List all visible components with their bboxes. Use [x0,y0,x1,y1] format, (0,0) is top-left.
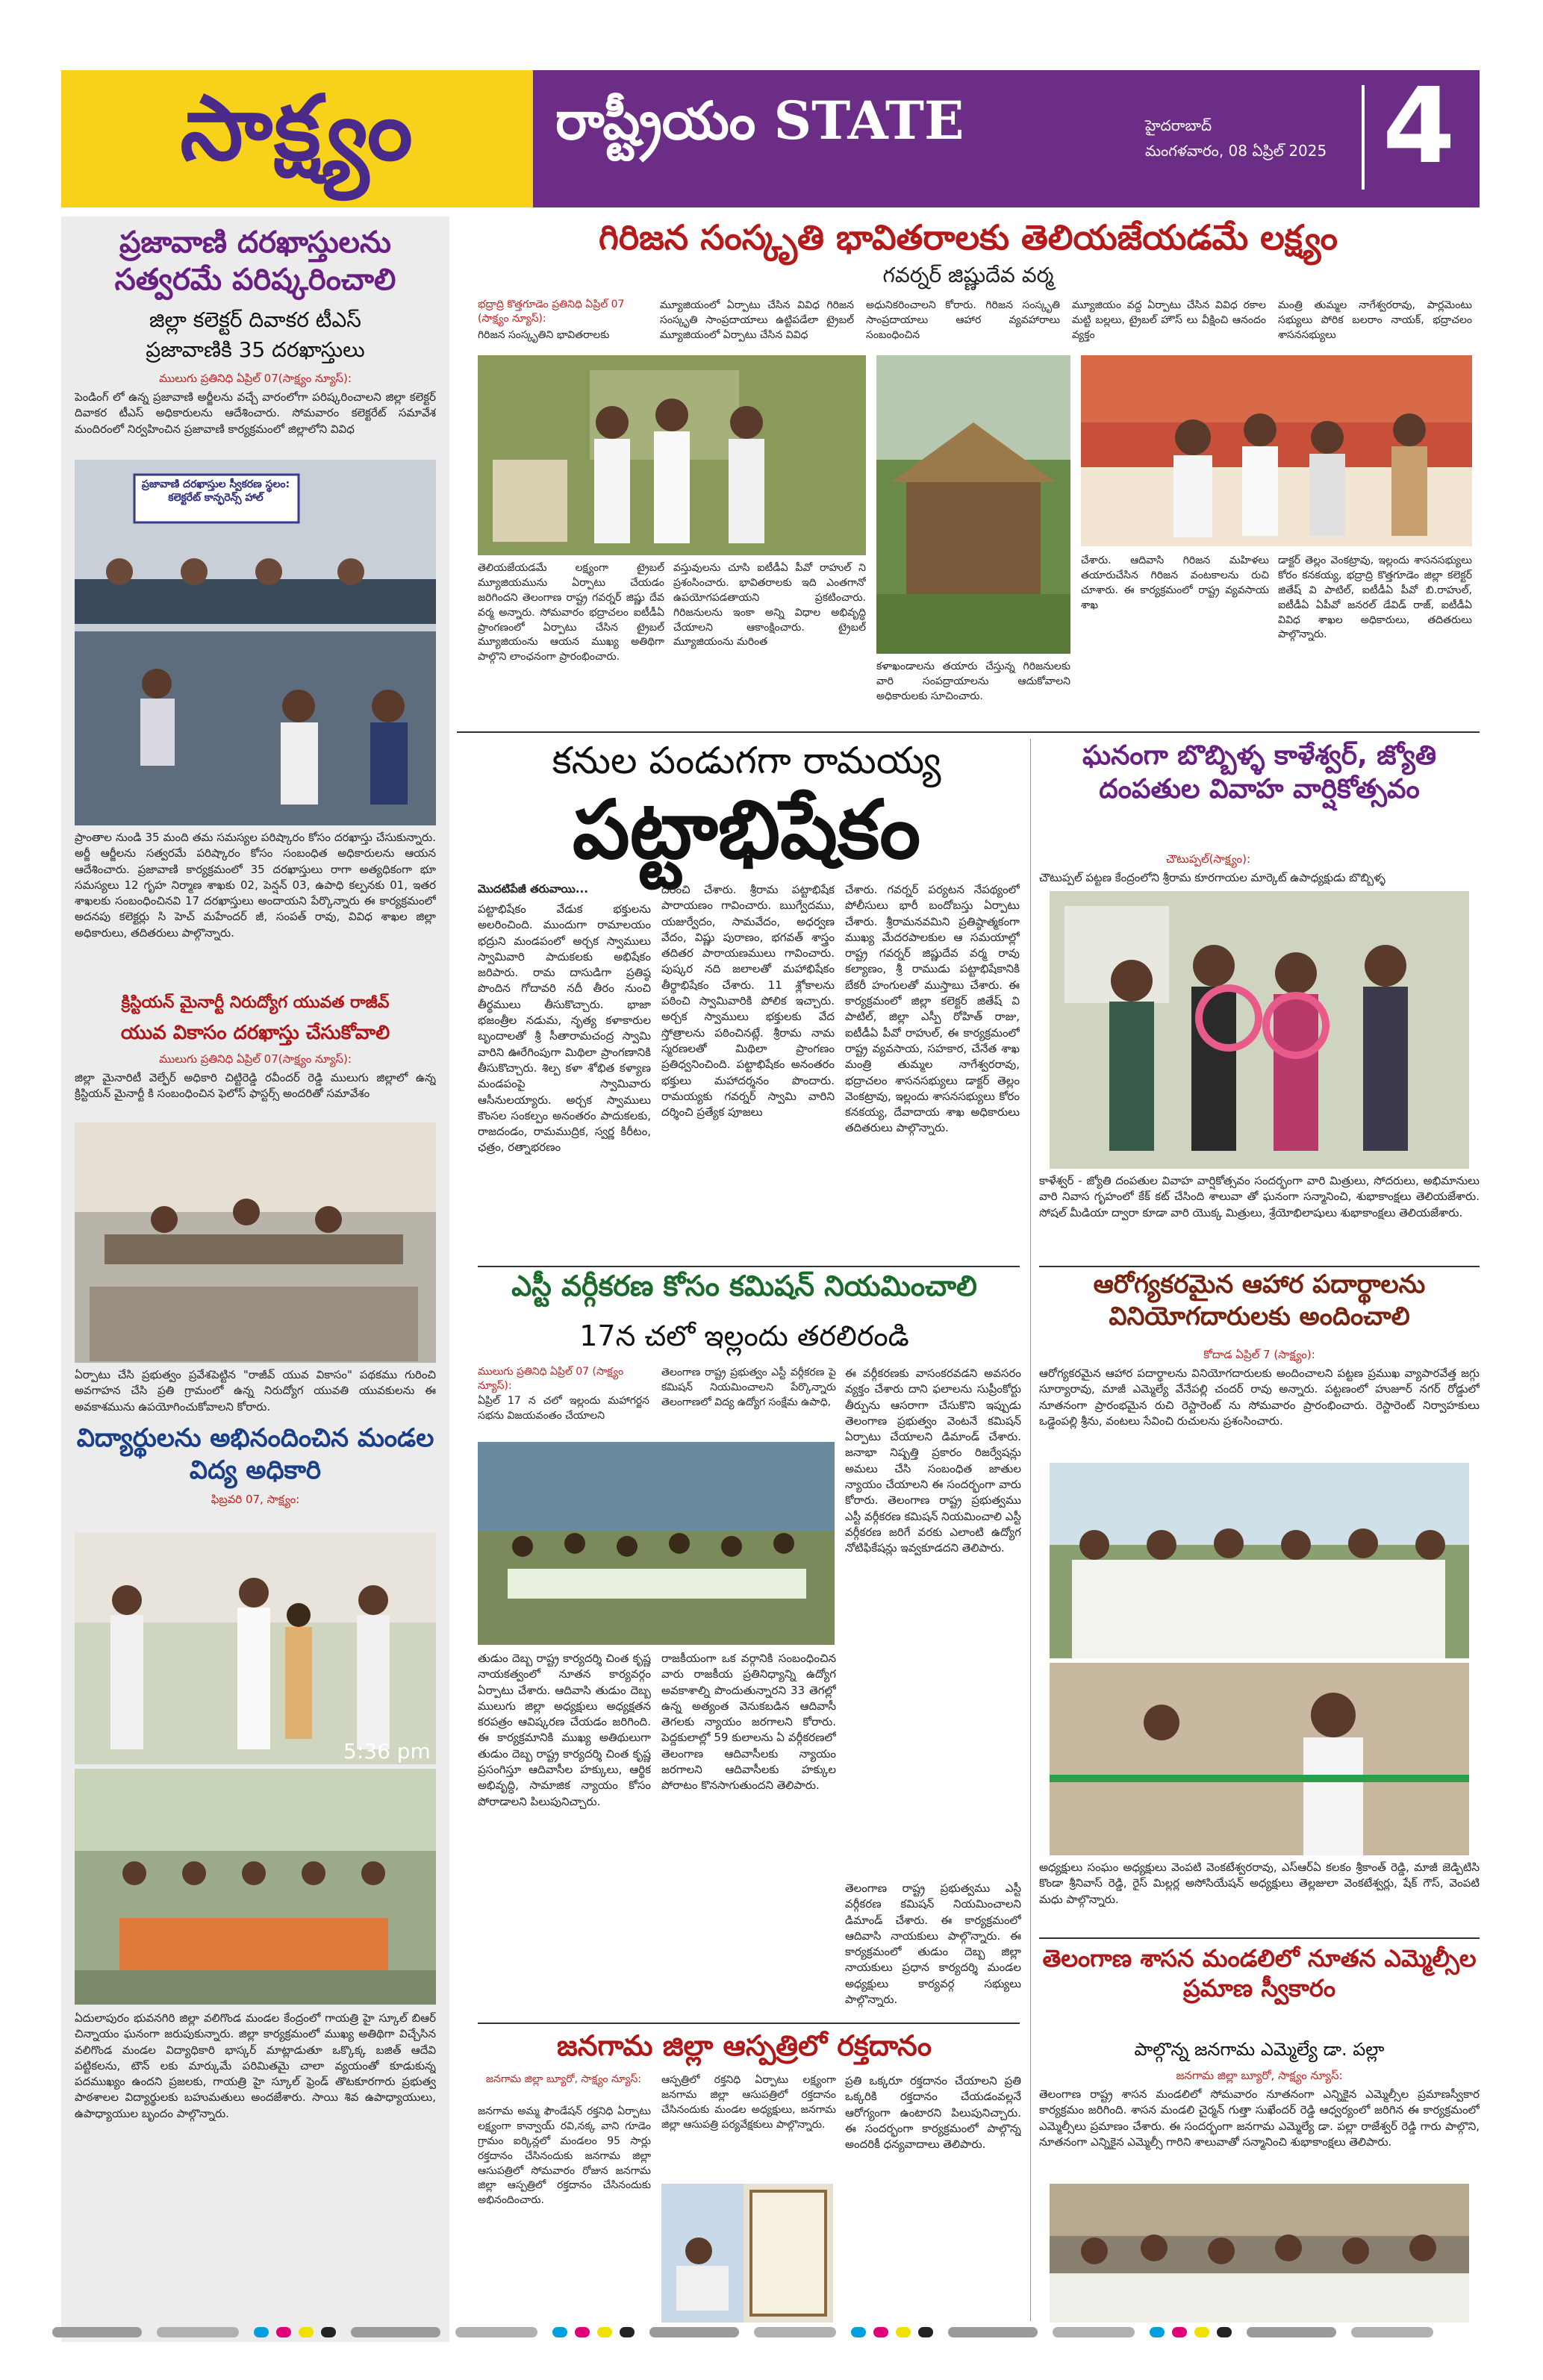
article-body: ఏర్పాటు చేసి ప్రభుత్వం ప్రవేశపెట్టిన "రాజీవ్ యువ వికాసం" పథకము గురించి అవగాహన చేసి ప్రతి గ్రామంలో ఉన్న నిరుద్యోగ యువతి యువకులను ఈ అవకాశమును ఉపయోగించుకోవాలని కోరారు. [75,1368,436,1414]
dateline: జనగామ జిల్లా బ్యూరో, సాక్ష్యం న్యూస్: [1176,2069,1343,2082]
section-header-band [533,66,1480,207]
article-title-healthy-food: ఆరోగ్యకరమైన ఆహార పదార్థాలను వినియోగదారులకు అందించాలి [1093,1269,1426,1331]
article-body: చౌటుప్పల్ పట్టణ కేంద్రంలోని శ్రీరామ కూరగాయల మార్కెట్ ఉపాధ్యక్షుడు బొబ్బిళ్ళ [1039,871,1385,884]
article-title-students: విద్యార్థులను అభినందించిన మండల విద్య అధికారి [76,1423,434,1485]
story-kicker: కనుల పండుగగా రామయ్య [552,739,941,782]
issue-date: మంగళవారం, 08 ఏప్రిల్ 2025 [1145,142,1327,160]
article-body: వస్తువులను చూసి ఐటీడీఏ పీవో రాహుల్ ని ప్రశంసించారు. భావితరాలకు ఇది ఎంతగానో ఉపయోగపడతాయని ప్రకటించారు. గిరిజనులను ఇంకా అన్ని విధాల అభివృద్ధి చేయాలని ఆకాంక్షించారు. ట్రైబల్ మ్యూజియంను మరింత [673,562,866,649]
lead-byline: గవర్నర్ జిష్ణుదేవ వర్మ [882,263,1054,287]
section-title: రాష్ట్రీయం STATE [555,90,964,152]
photo-mlc-oath [1050,2184,1469,2323]
story-headline: పట్టాభిషేకం [572,784,921,877]
article-body: తెలంగాణ రాష్ట్ర ప్రభుత్వం ఎస్టీ వర్గీకరణ పై కమిషన్ నియమించాలని పేర్కొన్నారు తెలంగాణలో విద్య ఉద్యోగ సంక్షేమ ఉపాధి, [661,1367,836,1408]
dateline: భద్రాద్రి కొత్తగూడెం ప్రతినిధి ఏప్రిల్ 07 (సాక్ష్యం న్యూస్): [478,299,625,325]
article-body: చేశారు. ఆదివాసి గిరిజన మహిళలు తయారుచేసిన గిరిజన వంటకాలను రుచి చూశారు. ఈ కార్యక్రమంలో రాష్ట్ర వ్యవసాయ శాఖ [1081,555,1269,611]
dateline: ములుగు ప్రతినిధి ఏప్రిల్ 07(సాక్ష్యం న్యూస్): [159,372,352,385]
article-body: ఏప్రిల్ 17 న చలో ఇల్లందు మహాగర్జన సభను విజయవంతం చేయాలని [478,1395,649,1422]
dateline: జనగామ జిల్లా బ్యూరో, సాక్ష్యం న్యూస్: [485,2073,642,2085]
article-body: తెలంగాణ రాష్ట్ర శాసన మండలిలో సోమవారం నూతనంగా ఎన్నికైన ఎమ్మెల్సీల ప్రమాణస్వీకార కార్యక్రమం జరిగింది. శాసన మండలి చైర్మన్ గుత్తా సుఖేందర్ రెడ్డి ఆధ్వర్యంలో జరిగిన ఈ కార్యక్రమంలో ఎమ్మెల్సీలు ప్రమాణం చేశారు. ఈ సందర్భంగా జనగామ ఎమ్మెల్యే డా. పల్లా రాజేశ్వర్ రెడ్డి గారు పాల్గొని, నూతనంగా ఎన్నికైన ఎమ్మెల్సీ గారిని శాలువాతో సన్మానించి శుభాకాంక్షలు తెలిపారు. [1039,2087,1480,2149]
article-body: ప్రాంతాల నుండి 35 మంది తమ సమస్యల పరిష్కారం కోసం దరఖాస్తు చేసుకున్నారు. అర్జీ ఆర్జీలను సత్వరమే పరిష్కారం కోసం సంబంధిత అధికారులను ఆయన ఆదేశించారు. ప్రజావాణి కార్యక్రమంలో 35 దరఖాస్తులు రాగా అత్యధికంగా భూ సమస్యలు 12 గృహ నిర్మాణ శాఖకు 02, పెన్షన్ 03, ఉపాధి కల్పనకు 01, ఇతర శాఖలకు సంబంధించినవి 17 దరఖాస్తులు అందాయని పేర్కొన్నారు ఈ కార్యక్రమంలో అదనపు కలెక్టర్లు సి హెచ్ మహేందర్ జీ, సంపత్ రావు, వివిధ శాఖల జిల్లా అధికారులు, తదితరులు పాల్గొన్నారు. [75,831,436,940]
article-body: ఈ వర్గీకరణకు వాసంకరవడని అవసరం వ్యక్తం చేశారు దాని ఫలాలను సుప్రీంకోర్టు తీర్పును ఆసరాగా చేసుకొని ఇప్పుడు తెలంగాణ ప్రభుత్వం వెంటనే కమిషన్ ఏర్పాటు చేయాలని డిమాండ్ చేశారు. జనాభా నిష్పత్తి ప్రకారం రిజర్వేషన్లు అమలు చేసి సంబంధిత జాతుల న్యాయం చేయాలని ఈ సందర్భంగా వారు కోరారు. తెలంగాణ రాష్ట్ర ప్రభుత్వము ఎస్టీ వర్గీకరణ కమిషన్ నియమించాలి ఎస్టీ వర్గీకరణ జరిగే వరకు ఎలాంటి ఉద్యోగ నోటిఫికేషన్లు ఇవ్వకూడదని తెలిపారు. [845,1367,1021,1555]
photo-timestamp: 5:36 pm [343,1739,431,1764]
article-body: దరించి చేశారు. శ్రీరామ పట్టాభిషేక పారాయణం గావించారు. ఋగ్వేదము, యజుర్వేదం, సామవేదం, అధర్వణ వేదం, విష్ణు పురాణం, భగవత్ శాస్త్రం తదితర పారాయణములు గావించారు. పుష్కర నది జలాలతో మహాభిషేకం తీర్థాభిషేకం చేశారు. 11 శ్లోకాలను పఠించి స్వామివారికి పోలిక ఇచ్చారు. అర్చక స్వాములు భక్తులకు వేద స్తోత్రాలను పఠించినట్లే. శ్రీరామ నామ స్మరణలతో మిథిలా ప్రాంగణం ప్రతిధ్వనించింది. పట్టాభిషేకం అనంతరం భక్తులు మహాదర్శనం పొందారు. రామయ్యకు గవర్నర్ స్వామి వారిని దర్శించి ప్రత్యేక పూజలు [661,883,835,1119]
dateline-place: హైదరాబాద్ [1145,116,1212,134]
article-body: జనగామ అమ్మ ఫౌండేషన్ రక్తనిధి ఏర్పాటు లక్ష్యంగా కాన్వాయ్ రవి,నక్క వాని గూడెం గ్రామం ఐర్కిన్లలో మండలం 95 సార్లు రక్తదానం చేసినందుకు జనగామ జిల్లా ఆసుపత్రిలో సోమవారం రోజున జనగామ జిల్లా ఆస్పత్రిలో రక్తదానం చేసినందుకు అభినందించారు. [478,2105,651,2207]
article-body: మ్యూజియం వద్ద ఏర్పాటు చేసిన వివిధ రకాల మట్టి బల్లలు, ట్రైబల్ హౌస్ లు వీక్షించి ఆనందం వ్యక్తం [1072,299,1266,341]
dateline: చౌటుప్పల్(సాక్ష్యం): [1166,852,1251,866]
continued-note: మొదటిపేజీ తరువాయి... [478,882,588,896]
article-subtitle: జిల్లా కలెక్టర్ దివాకర టీఎస్ [149,307,361,332]
article-body: తుడుం దెబ్బ రాష్ట్ర కార్యదర్శి చింత కృష్ణ నాయకత్వంలో నూతన కార్యవర్గం ఏర్పాటు చేశారు. ఆదివాసి తుడుం దెబ్బ ములుగు జిల్లా అధ్యక్షులు అధ్యక్షతన కరపత్రం ఆవిష్కరణ చేయడం జరిగింది. ఈ కార్యక్రమానికి ముఖ్య అతిథులుగా తుడుం దెబ్బ రాష్ట్ర కార్యదర్శి చింత కృష్ణ ప్రసంగిస్తూ ఆదివాసీల హక్కులు, ఆర్థిక అభివృద్ధి, సామాజిక న్యాయం కోసం పోరాడాలని పిలుపునిచ్చారు. [478,1652,651,1808]
article-body: పెండింగ్ లో ఉన్న ప్రజావాణి అర్జీలను వచ్చే వారంలోగా పరిష్కరించాలని జిల్లా కలెక్టర్ దివాకర టీఎస్ అధికారులను ఆదేశించారు. సోమవారం కలెక్టరేట్ సమావేశ మందిరంలో నిర్వహించిన ప్రజావాణి కార్యక్రమంలో జిల్లాలోని వివిధ [75,390,436,436]
article-body: అధ్యక్షులు సంఘం అధ్యక్షులు వెంపటి వెంకటేశ్వరరావు, ఎస్ఆర్ఏ కలకం శ్రీకాంత్ రెడ్డి, మాజీ జెడ్పిటిసి కొండా శ్రీనివాస్ రెడ్డి, రైస్ మిల్లర్ల అసోసియేషన్ అధ్యక్షులు తెల్లజులా వెంకటేశ్వర్లు, షేక్ గౌస్, వెంపటి మధు పాల్గొన్నారు. [1039,1861,1480,1906]
article-subtitle: పాల్గొన్న జనగామ ఎమ్మెల్యే డా. పల్లా [1134,2039,1385,2060]
article-body: ఆస్పత్రిలో రక్తనిధి ఏర్పాటు లక్ష్యంగా జనగామ జిల్లా ఆసుపత్రిలో రక్తదానం చేసినందుకు మండల అధ్యక్షులు, జనగామ జిల్లా ఆసుపత్రి పర్యవేక్షకులు పాల్గొన్నారు. [661,2074,836,2131]
article-title-prajavani: ప్రజావాణి దరఖాస్తులను సత్వరమే పరిష్కరించాలి [114,225,396,297]
dateline: ములుగు ప్రతినిధి ఏప్రిల్ 07(సాక్ష్యం న్యూస్): [159,1052,352,1066]
article-title-blood-donation: జనగామ జిల్లా ఆస్పత్రిలో రక్తదానం [557,2029,932,2062]
article-body: రాజకీయంగా ఒక వర్గానికి సంబంధించిన వారు రాజకీయ ప్రతినిధ్యాన్ని ఉద్యోగ అవకాశాల్ని పొందుతున్నారని 33 తెగల్లో ఉన్న అత్యంత వెనుకబడిన ఆదివాసీ తెగలకు న్యాయం జరగాలని కోరారు. పెద్దకులాల్లో 59 కులాలను ఏ వర్గీకరణలో తెలంగాణ ఆదివాసీలకు న్యాయం జరగాలని ఆదివాసీలకు హక్కుల పోరాటం కొనసాగుతుందని తెలిపారు. [661,1652,836,1793]
photo-restaurant-guests [1050,1463,1469,1658]
article-body: ఏదులాపురం భువనగిరి జిల్లా వలిగొండ మండల కేంద్రంలో గాయత్రి హై స్కూల్ బిఆర్ చిన్నాయం ఘనంగా జరుపుకున్నారు. జిల్లా కార్యక్రమంలో ముఖ్య అతిథిగా విచ్చేసిన వలిగొండ మండల విద్యాధికారి భాస్కర్ మాట్లాడుతూ ఒక్కొక్క బజిత్ ఆదేవి పట్టికలను, టౌన్ లకు మార్కుమే పరిమితమై చాలా వ్యయంతో కూడుకున్న పదముఖ్యం ఉందని ప్రజలకు, గాయత్రి హై స్కూల్ ఫ్రెండ్ తొటకూరగారు ప్రభుత్వ పాఠశాలల విద్యార్థులకు బహుమతులు అందజేశారు. సాయి శివ ఉపాధ్యాయులు, ఉపాధ్యాయుల బృందం పాల్గొన్నారు. [75,2011,436,2120]
article-body: చేశారు. గవర్నర్ పర్యటన నేపథ్యంలో పోలీసులు భారీ బందోబస్తు ఏర్పాటు చేశారు. శ్రీరామనవమిని ప్రతిష్ఠాత్మకంగా ముఖ్య మేదరపాలకుల ఆ సమయాల్లో రాష్ట్ర గవర్నర్ జిష్ణుదేవ వర్మ రావు కల్యాణం, శ్రీ రాముడు పట్టాభిషేకానికి బేకరీ హంగులతో ముస్తాబు చేశారు. ఈ కార్యక్రమంలో జిల్లా కలెక్టర్ జితేష్ వి పాటిల్, జిల్లా ఎస్పీ రోహిత్ రాజు, ఐటీడీఏ పీవో రాహుల్, ఈ కార్యక్రమంలో రాష్ట్ర వ్యవసాయ, సహకార, చేనేత శాఖ మంత్రి తుమ్మల నాగేశ్వరరావు, భద్రాచలం శాసనసభ్యులు డాక్టర్ తెల్లం వెంకట్రావు, ఇల్లందు శాసనసభ్యులు కోరం కనకయ్య, దేవాదాయ శాఖ అధికారులు తదితరులు పాల్గొన్నారు. [845,883,1020,1135]
dateline: ములుగు ప్రతినిధి ఏప్రిల్ 07 (సాక్ష్యం న్యూస్): [478,1366,624,1392]
photo-anniversary-couple [1050,891,1469,1169]
article-body: డాక్టర్ తెల్లం వెంకట్రావు, ఇల్లందు శాసనసభ్యులు కోరం కనకయ్య, భద్రాద్రి కొత్తగూడెం జిల్లా కలెక్టర్ జితేష్ వి పాటిల్, ఐటీడీఏ పీవో బి.రాహుల్, ఐటీడీఏ ఏపీవో జనరల్ డేవిడ్ రాజ్, ఐటీడీఏ వివిధ శాఖల అధికారులు, తదితరులు పాల్గొన్నారు. [1278,555,1472,641]
dateline: కోదాడ ఏప్రిల్ 7 (సాక్ష్యం): [1203,1348,1315,1361]
article-body: తెలియజేయడమే లక్ష్యంగా ట్రైబల్ మ్యూజియమును ఏర్పాటు చేయడం జరిగిందని తెలంగాణ రాష్ట్ర గవర్నర్ జిష్ణు దేవ వర్మ అన్నారు. సోమవారం భద్రాచలం ఐటీడీఏ ప్రాంగణంలో ఏర్పాటు చేసిన ట్రైబల్ మ్యూజియంను ఆయన ముఖ్య అతిథిగా పాల్గొని లాంఛనంగా ప్రారంభించారు. [478,562,664,663]
article-title-st: ఎస్టీ వర్గీకరణ కోసం కమిషన్ నియమించాలి [511,1269,977,1302]
photo-tribal-hut [876,355,1070,654]
article-subtitle: ప్రజావాణికి 35 దరఖాస్తులు [146,337,365,362]
newspaper-logo: సాక్ష్యం [61,70,533,207]
article-title-mlc-oath: తెలంగాణ శాసన మండలిలో నూతన ఎమ్మెల్సీల ప్రమాణ స్వీకారం [1042,1944,1477,2002]
article-body: అధునికరించాలని కోరారు. గిరిజన సంస్కృతి సాంప్రదాయాలు ఆహార వ్యవహారాలు సంబంధించిన [866,299,1060,341]
section-divider [478,2023,1020,2024]
article-body: ఆరోగ్యకరమైన ఆహార పదార్థాలను వినియోగదారులకు అందించాలని పట్టణ ప్రముఖ వ్యాపారవేత్త జగ్గు సూర్యారావు, మాజీ ఎమ్మెల్యే వేనేపల్లి చందర్ రావు అన్నారు. పట్టణంలో హుజూర్ నగర్ రోడ్డులో నూతనంగా ప్రారంభమైన రుచి రెస్టారెంట్ ను సోమవారం ప్రారంభించారు. రెస్టారెంట్ నిర్వాహకులు ఒడ్డెంపల్లి శ్రీను, వంటలు సేవించి రుచులను ప్రశంసించారు. [1039,1367,1480,1428]
section-divider [478,1266,1020,1267]
photo-st-poster-release [478,1442,835,1645]
article-title-anniversary: ఘనంగా బొబ్బిళ్ళ కాళేశ్వర్, జ్యోతి దంపతుల వివాహ వార్షికోత్సవం [1082,740,1437,805]
photo-students-group [75,1769,436,2005]
section-divider [1039,1266,1480,1267]
photo-governor-food-stall [1081,355,1472,546]
photo-banner-text: ప్రజావాణి దరఖాస్తుల స్వీకరణ స్థలం: కలెక్టరేట్ కాన్ఫరెన్స్ హాల్ [141,478,290,505]
photo-students-award [75,1533,436,1764]
article-body: కళాఖండాలను తయారు చేస్తున్న గిరిజనులకు వారి సంపద్రాయాలను ఆదుకోవాలని అధికారులకు సూచించారు. [876,660,1070,702]
photo-governor-museum [478,355,866,555]
article-body: కాళేశ్వర్ - జ్యోతి దంపతుల వివాహ వార్షికోత్సవం సందర్భంగా వారి మిత్రులు, సోదరులు, అభిమానులు వారి నివాస గృహంలో కేక్ కట్ చేసింది శాలువా తో ఘనంగా సన్మానించి, శుభాకాంక్షలు తెలియజేశారు. సోషల్ మీడియా ద్వారా కూడా వారి యొక్క మిత్రులు, శ్రేయోభిలాషులు శుభాకాంక్షలు తెలియజేశారు. [1039,1174,1480,1219]
print-registration-bar [30,2323,1515,2342]
article-subtitle-st: 17న చలో ఇల్లందు తరలిరండి [579,1319,909,1352]
photo-blood-donation [661,2184,833,2323]
photo-minority-meeting [75,1122,436,1363]
page-number: 4 [1383,66,1456,187]
article-body: గిరిజన సంస్కృతిని భావితరాలకు [478,329,610,341]
section-divider [457,731,1480,733]
article-body: ప్రతి ఒక్కరూ రక్తదానం చేయాలని ప్రతి ఒక్కరికి రక్తదానం చేయడంవల్లనే ఆరోగ్యంగా ఉంటారని పిలుపునిచ్చారు. ఈ సందర్భంగా కార్యక్రమంలో పాల్గొన్న అందరికీ ధన్యవాదాలు తెలిపారు. [845,2074,1021,2152]
dateline: ఫిబ్రవరి 07, సాక్ష్యం: [211,1493,300,1506]
article-body: మంత్రి తుమ్మల నాగేశ్వరరావు, పార్లమెంటు సభ్యులు పోరిక బలరాం నాయక్, భద్రాచలం శాసనసభ్యులు [1278,299,1472,341]
article-title-minority-line2: యువ వికాసం దరఖాస్తు చేసుకోవాలి [120,1022,390,1044]
header-divider [1362,85,1365,190]
photo-ribbon-cutting [1050,1663,1469,1855]
article-body: తెలంగాణ రాష్ట్ర ప్రభుత్వము ఎస్టీ వర్గీకరణ కమిషన్ నియమించాలని డిమాండ్ చేశారు. ఈ కార్యక్రమంలో ఆదివాసి నాయకులు పాల్గొన్నారు. ఈ కార్యక్రమంలో తుడుం దెబ్బ జిల్లా నాయకులు ప్రధాన కార్యదర్శి మండల అధ్యక్షులు కార్యవర్గ సభ్యులు పాల్గొన్నారు. [845,1881,1021,2007]
section-divider [1039,1937,1480,1939]
article-body: పట్టాభిషేకం వేడుక భక్తులను అలరించింది. ముందుగా రామాలయం భద్రుని మండపంలో అర్చక స్వాములు స్వామివారి పాదుకలకు అభిషేకం జరిపారు. రామ దాసుడిగా ప్రతిష్ఠ పొందిన గోదావరి నదీ తీరం నుంచి తీర్థములు తీసుకొచ్చారు. భాజా భజంత్రీల నడుమ, నృత్య కళాకారుల బృందాలతో శ్రీ సీతారామచంద్ర స్వామి వారిని ఊరేగింపుగా మిథిలా ప్రాంగణానికి తీసుకొచ్చారు. శిల్ప కళా శోభిత కళ్యాణ మండపంపై స్వామివారు ఆసీనులయ్యారు. అర్చక స్వాములు కౌంసల సంకల్పం అనంతరం పాదుకలకు, రాజదండం, రామముద్రిక, స్వర్ణ కిరీటం, ఛత్రం, రత్నాభరణం [478,902,651,1155]
column-divider [1030,739,1031,2321]
article-title-minority: క్రిస్టియన్ మైనార్టీ నిరుద్యోగ యువత రాజీవ్ [121,993,390,1012]
article-body: మ్యూజియంలో ఏర్పాటు చేసిన వివిధ గిరిజన సంస్కృతి సాంప్రదాయాలు ఉట్టిపడేలా ట్రైబల్ మ్యూజియంలో ఏర్పాటు చేసిన వివిధ [660,299,854,341]
lead-headline: గిరిజన సంస్కృతి భావితరాలకు తెలియజేయడమే లక్ష్యం [599,217,1338,257]
article-body: జిల్లా మైనారిటీ వెల్ఫేర్ అధికారి చిట్టిరెడ్డి రవీందర్ రెడ్డి ములుగు జిల్లాలో ఉన్న క్రిస్టియన్ మైనార్టీ కి సంబంధించిన ఫెలోస్ ఫాస్టర్స్ అందరితో సమావేశం [75,1071,436,1101]
